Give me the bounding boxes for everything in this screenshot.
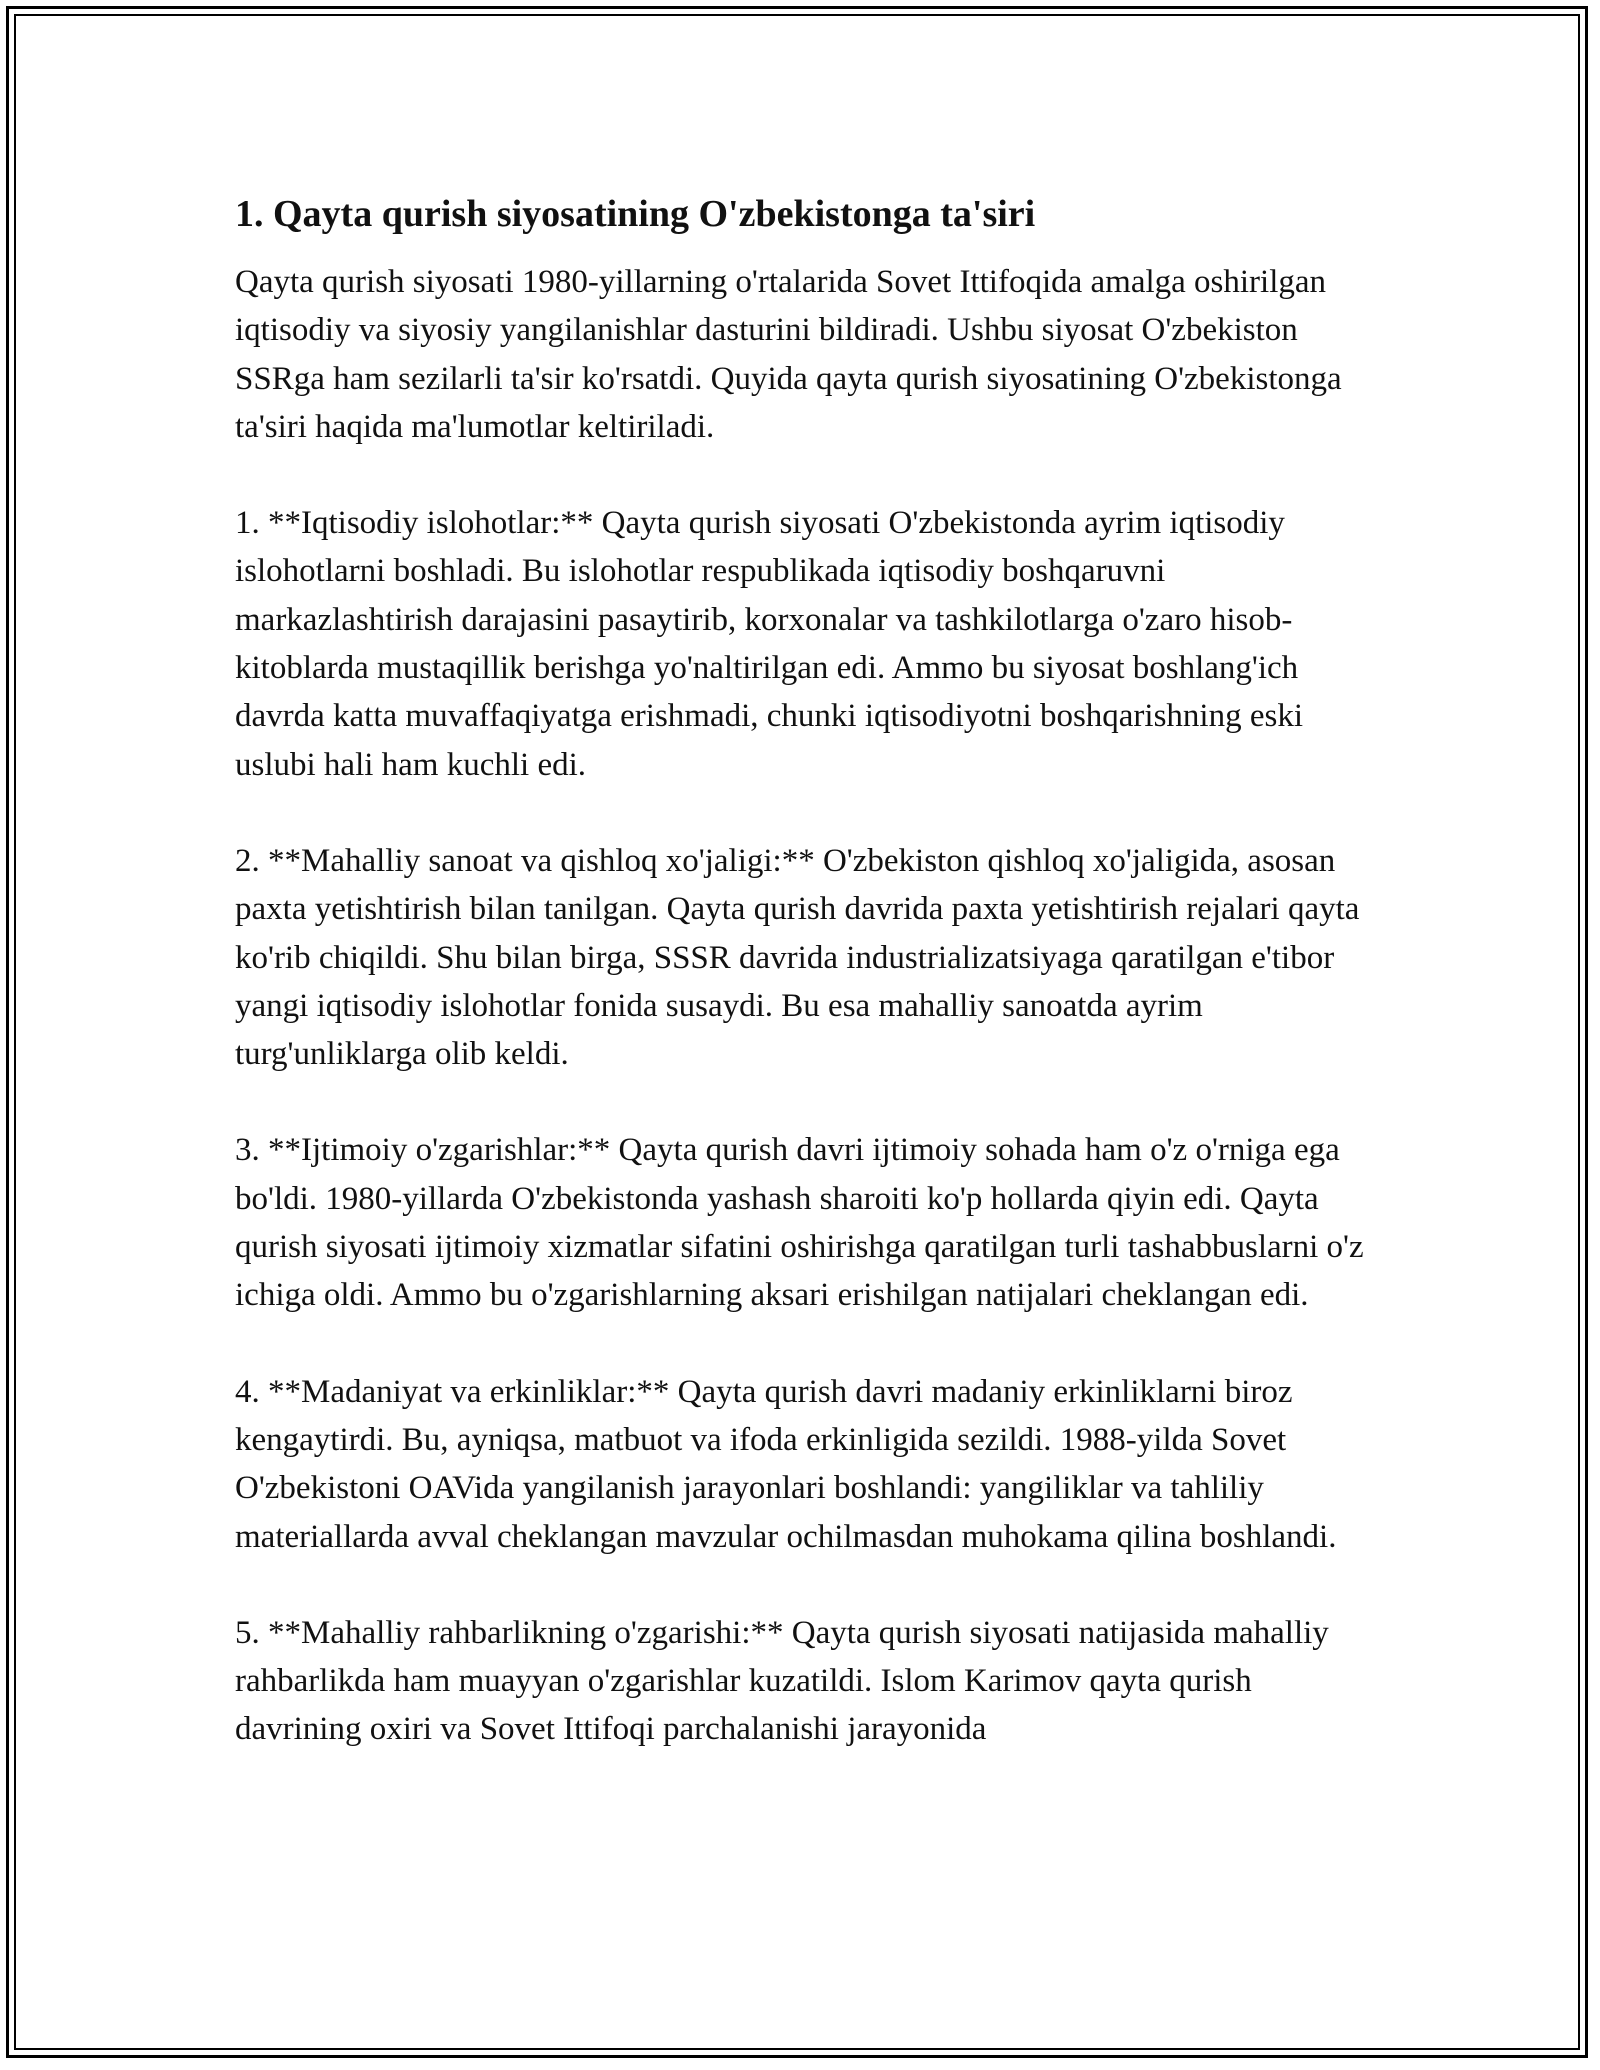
paragraph-economic-reforms: 1. **Iqtisodiy islohotlar:** Qayta qurish siyosati O'zbekistonda ayrim iqtisodiy islohotlarni boshladi. Bu islohotlar respublikada iqtisodiy boshqaruvni markazlashtirish darajasini pasaytirib, korxonalar va tashkilotlarga o'zaro hisob-kitoblarda mustaqillik berishga yo'naltirilgan edi. Ammo bu siyosat boshlang'ich davrda katta muvaffaqiyatga erishmadi, chunki iqtisodiyotni boshqarishning eski uslubi hali ham kuchli edi. — [235, 505, 1304, 783]
paragraph-industry-agriculture: 2. **Mahalliy sanoat va qishloq xo'jaligi:** O'zbekiston qishloq xo'jaligida, asosan paxta yetishtirish bilan tanilgan. Qayta qurish davrida paxta yetishtirish rejalari qayta ko'rib chiqildi. Shu bilan birga, SSSR davrida industrializatsiyaga qaratilgan e'tibor yangi iqtisodiy islohotlar fonida susaydi. Bu esa mahalliy sanoatda ayrim turg'unliklarga olib keldi. — [235, 842, 1360, 1073]
document-body — [235, 188, 1385, 1802]
paragraph-local-leadership: 5. **Mahalliy rahbarlikning o'zgarishi:** Qayta qurish siyosati natijasida mahalliy rahbarlikda ham muayyan o'zgarishlar kuzatildi. Islom Karimov qayta qurish davrining oxiri va Sovet Ittifoqi parchalanishi jarayonida — [235, 1614, 1329, 1748]
paragraph-culture-freedoms: 4. **Madaniyat va erkinliklar:** Qayta qurish davri madaniy erkinliklarni biroz kengaytirdi. Bu, ayniqsa, matbuot va ifoda erkinligida sezildi. 1988-yilda Sovet O'zbekistoni OAVida yangilanish jarayonlari boshlandi: yangiliklar va tahliliy materiallarda avval cheklangan mavzular ochilmasdan muhokama qilina boshlandi. — [235, 1373, 1337, 1555]
document-title: 1. Qayta qurish siyosatining O'zbekistonga ta'siri — [235, 193, 1036, 235]
paragraph-intro: Qayta qurish siyosati 1980-yillarning o'rtalarida Sovet Ittifoqida amalga oshirilgan iqtisodiy va siyosiy yangilanishlar dasturini bildiradi. Ushbu siyosat O'zbekiston SSRga ham sezilarli ta'sir ko'rsatdi. Quyida qayta qurish siyosatining O'zbekistonga ta'siri haqida ma'lumotlar keltiriladi. — [235, 264, 1342, 445]
paragraph-social-changes: 3. **Ijtimoiy o'zgarishlar:** Qayta qurish davri ijtimoiy sohada ham o'z o'rniga ega bo'ldi. 1980-yillarda O'zbekistonda yashash sharoiti ko'p hollarda qiyin edi. Qayta qurish siyosati ijtimoiy xizmatlar sifatini oshirishga qaratilgan turli tashabbuslarni o'z ichiga oldi. Ammo bu o'zgarishlarning aksari erishilgan natijalari cheklangan edi. — [235, 1132, 1364, 1314]
